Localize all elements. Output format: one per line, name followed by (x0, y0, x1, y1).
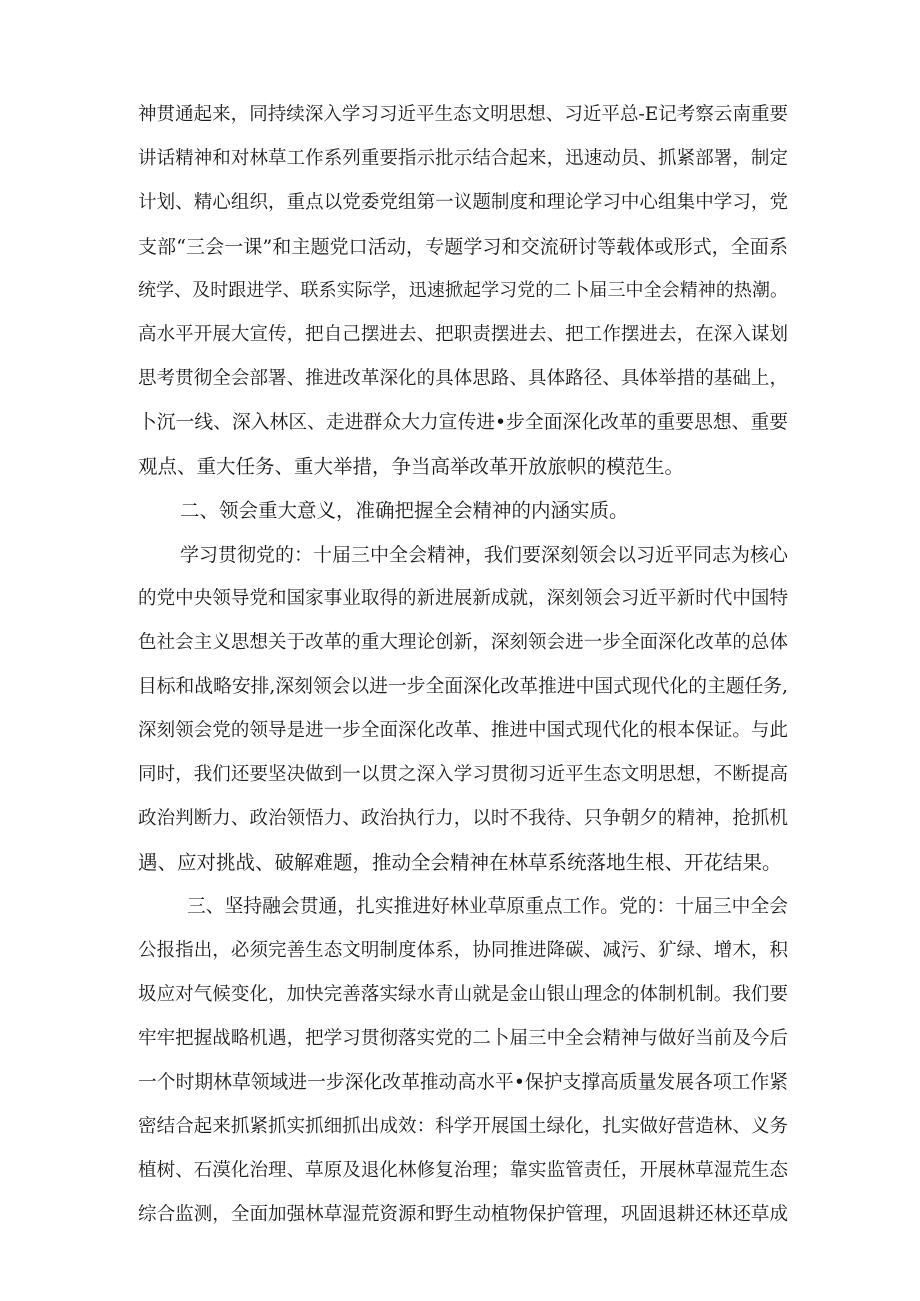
text-line: 支部“三会一课”和主题党口活动，专题学习和交流研讨等载体或形式，全面系 (138, 236, 788, 258)
text-line: 植树、石漠化治理、草原及退化林修复治理；靠实监管责任，开展林草湿荒生态 (138, 1160, 788, 1181)
text-line: 神贯通起来，同持续深入学习习近平生态文明思想、习近平总-E记考察云南重要 (138, 104, 788, 125)
text-line: 目标和战略安排,深刻领会以进一步全面深化改革推进中国式现代化的主题任务, (138, 676, 788, 697)
text-line: 公报指出，必须完善生态文明制度体系，协同推进降碳、减污、犷绿、增木，积 (138, 940, 788, 961)
section-heading: 三、坚持融会贯通，扎实推进好林业草原重点工作。党的：十届三中全会 (187, 896, 788, 917)
text-line: 观点、重大任务、重大举措，争当高举改革开放旅帜的模范生。 (138, 455, 685, 478)
text-line: 思考贯彻全会部署、推进改革深化的具体思路、具体路径、具体举措的基础上， (138, 368, 788, 389)
text-line: 一个时期林草领域进一步深化改革推动高水平•保护支撑高质量发展各项工作紧 (138, 1072, 788, 1093)
text-line: 的党中央领导党和国家事业取得的新进展新成就，深刻领会习近平新时代中国特 (138, 588, 788, 609)
text-line: 同时，我们还要坚决做到一以贯之深入学习贯彻习近平生态文明思想，不断提高 (138, 764, 788, 785)
text-line: 深刻领会党的领导是进一步全面深化改革、推进中国式现代化的根本保证。与此 (138, 720, 788, 741)
text-line: 卜沉一线、深入林区、走进群众大力宣传进•步全面深化改革的重要思想、重要 (138, 412, 788, 433)
text-line: 综合监测，全面加强林草湿荒资源和野生动植物保护管理，巩固退耕还林还草成 (138, 1204, 788, 1225)
text-line: 圾应对气候变化，加快完善落实绿水青山就是金山银山理念的体制机制。我们要 (138, 984, 788, 1005)
text-line: 讲话精神和对林草工作系列重要指示批示结合起来，迅速动员、抓紧部署，制定 (138, 148, 788, 169)
text-line: 高水平开展大宣传，把自己摆进去、把职责摆进去、把工作摆进去，在深入谋划 (138, 324, 788, 345)
text-line: 密结合起来抓紧抓实抓细抓出成效：科学开展国土绿化，扎实做好营造林、义务 (138, 1116, 788, 1137)
text-line: 政治判断力、政治领悟力、政治执行力，以时不我待、只争朝夕的精神，抢抓机 (138, 808, 788, 829)
text-line: 色社会主义思想关于改革的重大理论创新，深刻领会进一步全面深化改革的总体 (138, 632, 788, 653)
text-line: 遇、应对挑战、破解难题，推动全会精神在林草系统落地生根、开花结果。 (138, 851, 782, 874)
text-line: 牢牢把握战略机遇，把学习贯彻落实党的二卜届三中全会精神与做好当前及今后 (138, 1028, 788, 1049)
text-line: 计划、精心组织，重点以党委党组第一议题制度和理论学习中心组集中学习，党 (138, 192, 788, 213)
text-line: 学习贯彻党的：十届三中全会精神，我们要深刻领会以习近平同志为核心 (180, 544, 789, 566)
section-heading: 二、领会重大意义，准确把握全会精神的内涵实质。 (180, 499, 629, 522)
text-line: 统学、及时跟进学、联系实际学，迅速掀起学习党的二卜届三中全会精神的热潮。 (138, 280, 788, 301)
